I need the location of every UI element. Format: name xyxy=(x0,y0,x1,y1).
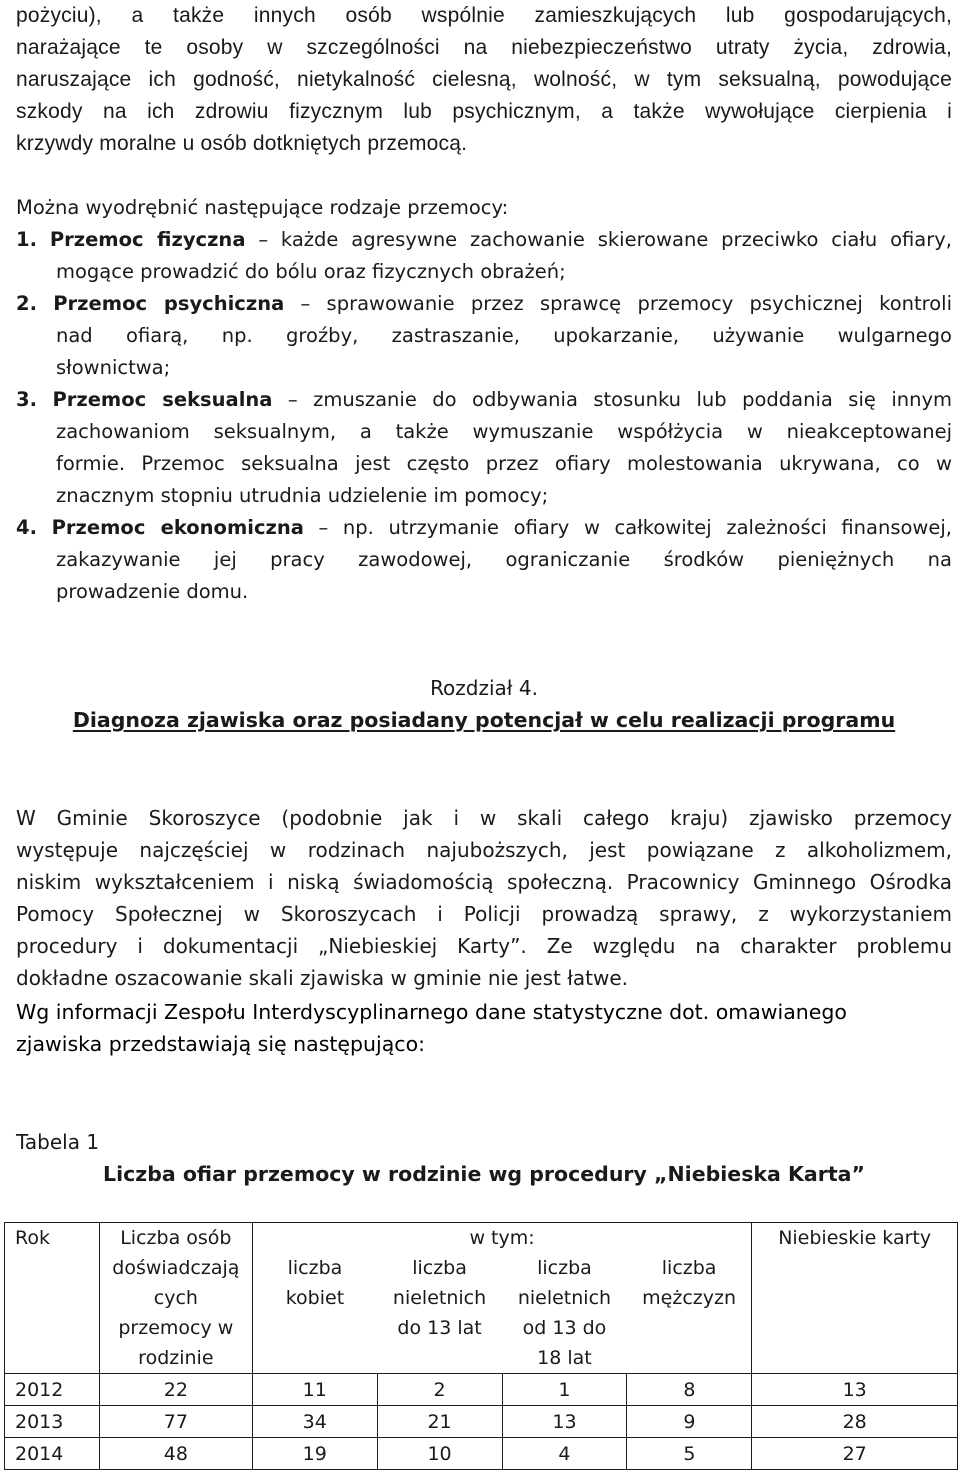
header-women: liczba kobiet xyxy=(252,1253,377,1374)
intro-line: naruszające ich godność, nietykalność cielesną, wolność, w tym seksualną, powodujące xyxy=(16,68,952,91)
types-intro: Można wyodrębnić następujące rodzaje przemocy: xyxy=(16,196,509,219)
violence-term: Przemoc seksualna xyxy=(52,388,273,411)
violence-definition: – np. utrzymanie ofiary w całkowitej zależności finansowej, xyxy=(303,516,952,539)
list-number: 1. xyxy=(16,228,37,251)
cell-13to18: 1 xyxy=(502,1374,627,1406)
violence-definition: – każde agresywne zachowanie skierowane przeciwko ciału ofiary, xyxy=(245,228,953,251)
cell-persons: 22 xyxy=(99,1374,252,1406)
diagnosis-line: Pomocy Społecznej w Skoroszycach i Policji prowadzą sprawy, z wykorzystaniem xyxy=(16,902,952,926)
table-title: Liczba ofiar przemocy w rodzinie wg procedury „Niebieska Karta” xyxy=(103,1162,865,1186)
violence-type-economic xyxy=(16,512,952,608)
violence-definition: znacznym stopniu utrudnia udzielenie im pomocy; xyxy=(56,484,549,507)
cell-13to18: 4 xyxy=(502,1438,627,1470)
stats-intro-paragraph xyxy=(16,996,952,1060)
cell-13to18: 13 xyxy=(502,1406,627,1438)
list-number: 4. xyxy=(16,516,37,539)
violence-definition: formie. Przemoc seksualna jest często przez ofiary molestowania ukrywana, co w xyxy=(56,452,952,475)
cell-under13: 21 xyxy=(377,1406,502,1438)
violence-term: Przemoc fizyczna xyxy=(49,228,246,251)
intro-line: pożyciu), a także innych osób wspólnie zamieszkujących lub gospodarujących, xyxy=(16,4,952,27)
violence-definition: prowadzenie domu. xyxy=(56,580,249,603)
diagnosis-line: występuje najczęściej w rodzinach najuboższych, jest powiązane z alkoholizmem, xyxy=(16,838,952,862)
diagnosis-line: W Gminie Skoroszyce (podobnie jak i w skali całego kraju) zjawisko przemocy xyxy=(16,806,952,830)
violence-type-psychological xyxy=(16,288,952,384)
header-minors-13-18: liczba nieletnich od 13 do 18 lat xyxy=(502,1253,627,1374)
victims-table xyxy=(4,1222,958,1470)
intro-line: krzywdy moralne u osób dotkniętych przemocą. xyxy=(16,132,468,155)
diagnosis-line: niskim wykształceniem i niską świadomością społeczną. Pracownicy Gminnego Ośrodka xyxy=(16,870,952,894)
diagnosis-line: procedury i dokumentacji „Niebieskiej Karty”. Ze względu na charakter problemu xyxy=(16,934,952,958)
cell-women: 19 xyxy=(252,1438,377,1470)
cell-cards: 27 xyxy=(752,1438,958,1470)
header-blue-cards: Niebieskie karty xyxy=(752,1223,958,1374)
list-number: 3. xyxy=(16,388,37,411)
intro-line: narażające te osoby w szczególności na niebezpieczeństwo utraty życia, zdrowia, xyxy=(16,36,952,59)
violence-definition: zachowaniom seksualnym, a także wymuszanie współżycia w nieakceptowanej xyxy=(56,420,952,443)
violence-definition: nad ofiarą, np. groźby, zastraszanie, upokarzanie, używanie wulgarnego xyxy=(56,324,952,347)
cell-women: 34 xyxy=(252,1406,377,1438)
cell-persons: 48 xyxy=(99,1438,252,1470)
diagnosis-paragraph xyxy=(16,802,952,994)
intro-line: szkody na ich zdrowiu fizycznym lub psychicznym, a także wywołujące cierpienia i xyxy=(16,100,952,123)
cell-persons: 77 xyxy=(99,1406,252,1438)
cell-men: 9 xyxy=(627,1406,752,1438)
diagnosis-line: dokładne oszacowanie skali zjawiska w gminie nie jest łatwe. xyxy=(16,966,629,990)
cell-year: 2012 xyxy=(5,1374,100,1406)
violence-definition: słownictwa; xyxy=(56,356,171,379)
violence-definition: mogące prowadzić do bólu oraz fizycznych obrażeń; xyxy=(56,260,566,283)
violence-type-sexual xyxy=(16,384,952,512)
header-men: liczba mężczyzn xyxy=(627,1253,752,1374)
cell-year: 2013 xyxy=(5,1406,100,1438)
cell-men: 5 xyxy=(627,1438,752,1470)
violence-definition: zakazywanie jej pracy zawodowej, ograniczanie środków pieniężnych na xyxy=(56,548,952,571)
header-persons: Liczba osób doświadczają cych przemocy w rodzinie xyxy=(99,1223,252,1374)
table-label: Tabela 1 xyxy=(16,1130,100,1154)
table-row xyxy=(5,1374,958,1406)
cell-men: 8 xyxy=(627,1374,752,1406)
header-minors-under-13: liczba nieletnich do 13 lat xyxy=(377,1253,502,1374)
cell-women: 11 xyxy=(252,1374,377,1406)
stats-intro-line: Wg informacji Zespołu Interdyscyplinarnego dane statystyczne dot. omawianego xyxy=(16,1000,847,1024)
violence-term: Przemoc psychiczna xyxy=(53,292,285,315)
chapter-label: Rozdział 4. xyxy=(430,676,538,700)
violence-term: Przemoc ekonomiczna xyxy=(51,516,304,539)
header-of-which: w tym: xyxy=(252,1223,752,1254)
cell-under13: 10 xyxy=(377,1438,502,1470)
table-row xyxy=(5,1438,958,1470)
intro-paragraph xyxy=(16,0,952,160)
chapter-title: Diagnoza zjawiska oraz posiadany potencjał w celu realizacji programu xyxy=(72,708,896,732)
header-year: Rok xyxy=(5,1223,100,1374)
violence-definition: – sprawowanie przez sprawcę przemocy psychicznej kontroli xyxy=(284,292,952,315)
list-number: 2. xyxy=(16,292,37,315)
table-header-row xyxy=(5,1223,958,1254)
violence-type-physical xyxy=(16,224,952,288)
cell-year: 2014 xyxy=(5,1438,100,1470)
table-row xyxy=(5,1406,958,1438)
violence-definition: – zmuszanie do odbywania stosunku lub poddania się innym xyxy=(272,388,952,411)
stats-intro-line: zjawiska przedstawiają się następująco: xyxy=(16,1032,426,1056)
cell-under13: 2 xyxy=(377,1374,502,1406)
cell-cards: 28 xyxy=(752,1406,958,1438)
cell-cards: 13 xyxy=(752,1374,958,1406)
